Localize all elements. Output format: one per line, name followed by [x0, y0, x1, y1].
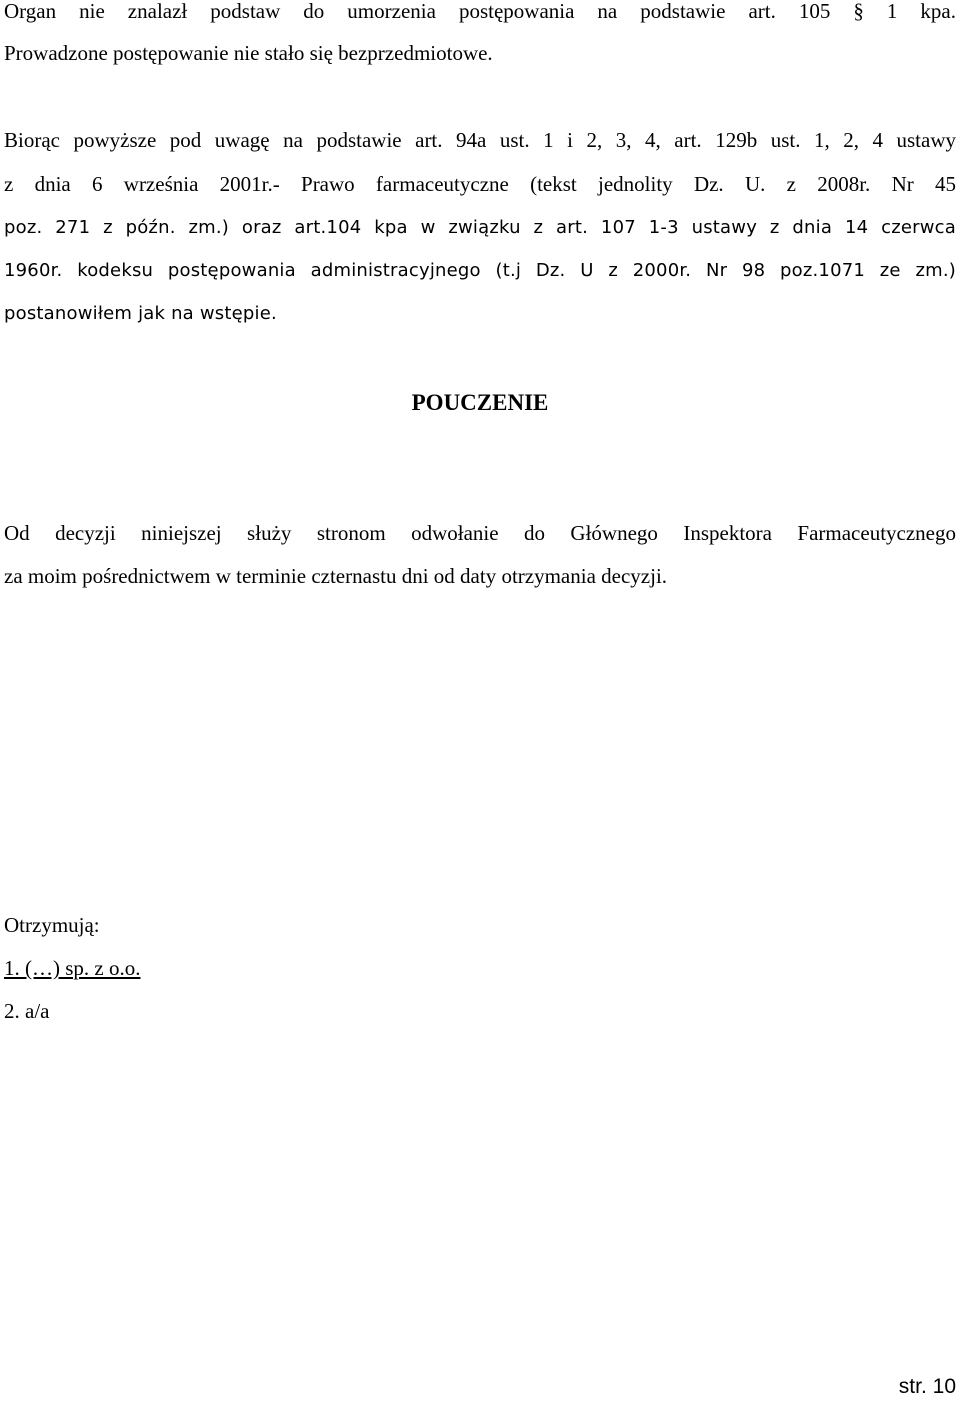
recipient-item: 1. (…) sp. z o.o. [4, 956, 141, 980]
decision-line: Organ nie znalazł podstaw do umorzenia postępowania na podstawie art. 105 § 1 kpa. [4, 0, 956, 23]
decision-line: 1960r. kodeksu postępowania administracyjnego (t.j Dz. U z 2000r. Nr 98 poz.1071 ze zm.) [4, 260, 956, 281]
recipient-item: 2. a/a [4, 999, 50, 1023]
decision-line: z dnia 6 września 2001r.- Prawo farmaceutyczne (tekst jednolity Dz. U. z 2008r. Nr 45 [4, 172, 956, 196]
instruction-line: Od decyzji niniejszej służy stronom odwołanie do Głównego Inspektora Farmaceutycznego [4, 521, 956, 545]
decision-line: postanowiłem jak na wstępie. [4, 303, 277, 324]
instruction-line: za moim pośrednictwem w terminie czternastu dni od daty otrzymania decyzji. [4, 564, 668, 588]
decision-line: poz. 271 z późn. zm.) oraz art.104 kpa w związku z art. 107 1-3 ustawy z dnia 14 czerwca [4, 217, 956, 238]
decision-line: Biorąc powyższe pod uwagę na podstawie art. 94a ust. 1 i 2, 3, 4, art. 129b ust. 1, 2, 4 ustawy [4, 128, 956, 152]
recipients-label: Otrzymują: [4, 913, 100, 937]
decision-line: Prowadzone postępowanie nie stało się bezprzedmiotowe. [4, 41, 493, 65]
page-number: str. 10 [898, 1375, 956, 1398]
instruction-heading: POUCZENIE [411, 390, 549, 415]
